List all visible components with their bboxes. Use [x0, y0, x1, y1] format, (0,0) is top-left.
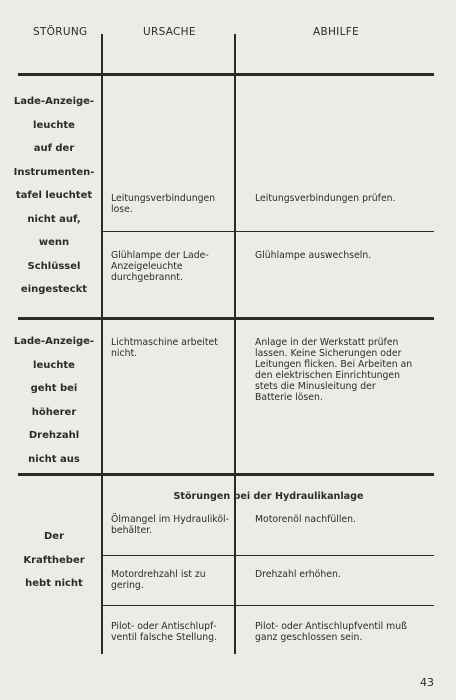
problem-line: höherer	[31, 406, 77, 418]
problem-line: Lade-Anzeige-	[13, 96, 95, 107]
problem-line: Kraftheber	[23, 554, 85, 566]
remedy-text: Drehzahl erhöhen.	[255, 569, 341, 580]
problem-line: wenn	[38, 237, 70, 248]
problem-line: Instrumenten-	[13, 166, 95, 178]
problem-line: Schlüssel	[27, 260, 81, 272]
cause-text: Motordrehzahl ist zu gering.	[111, 569, 206, 591]
problem-line: Drehzahl	[28, 430, 80, 441]
row-separator	[103, 231, 434, 232]
cause-text: Ölmangel im Hydraulikölbehälter.	[111, 514, 229, 536]
problem-line: eingesteckt	[20, 284, 88, 295]
problem-cell	[8, 90, 100, 302]
group-rule-1	[18, 317, 434, 320]
column-header-ursache: URSACHE	[143, 26, 196, 38]
problem-line: auf der	[33, 143, 75, 154]
cause-text: Leitungsverbindungen lose.	[111, 193, 216, 215]
problem-line: hebt nicht	[25, 578, 83, 589]
problem-line: Der	[43, 531, 64, 542]
problem-line: nicht aus	[28, 453, 80, 465]
column-divider-2	[234, 34, 236, 654]
remedy-text: Glühlampe auswechseln.	[255, 250, 372, 261]
column-header-abhilfe: ABHILFE	[313, 26, 360, 38]
problem-line: Lade-Anzeige-	[13, 336, 95, 347]
section-title: Störungen bei der Hydraulikanlage	[173, 491, 364, 502]
problem-line: leuchte	[33, 119, 75, 131]
cause-text: Lichtmaschine arbeitet nicht.	[111, 337, 218, 359]
remedy-text: Motorenöl nachfüllen.	[255, 514, 356, 525]
problem-line: nicht auf,	[27, 213, 81, 225]
remedy-text: Pilot- oder Antischlupfventil muß ganz geschlossen sein.	[255, 621, 407, 643]
cause-text: Glühlampe der Lade-Anzeigeleuchte durchgebrannt.	[111, 250, 209, 283]
problem-line: geht bei	[30, 383, 78, 394]
column-divider-1	[101, 34, 103, 654]
page-number: 43	[420, 676, 434, 689]
problem-cell	[8, 330, 100, 471]
column-header-stoerung: STÖRUNG	[33, 26, 88, 38]
row-separator	[103, 555, 434, 556]
problem-line: leuchte	[33, 359, 75, 371]
row-separator	[103, 605, 434, 606]
cause-text: Pilot- oder Antischlupfventil falsche Stellung.	[111, 621, 218, 643]
remedy-text: Leitungsverbindungen prüfen.	[255, 193, 396, 204]
group-rule-2	[18, 473, 434, 476]
problem-cell	[8, 525, 100, 596]
header-rule	[18, 73, 434, 76]
remedy-text: Anlage in der Werkstatt prüfen lassen. Keine Sicherungen oder Leitungen flicken. Bei Arbeiten an den elektrischen Einrichtungen stets die Minusleitung der Batterie lösen.	[255, 337, 413, 403]
problem-line: tafel leuchtet	[15, 190, 93, 201]
